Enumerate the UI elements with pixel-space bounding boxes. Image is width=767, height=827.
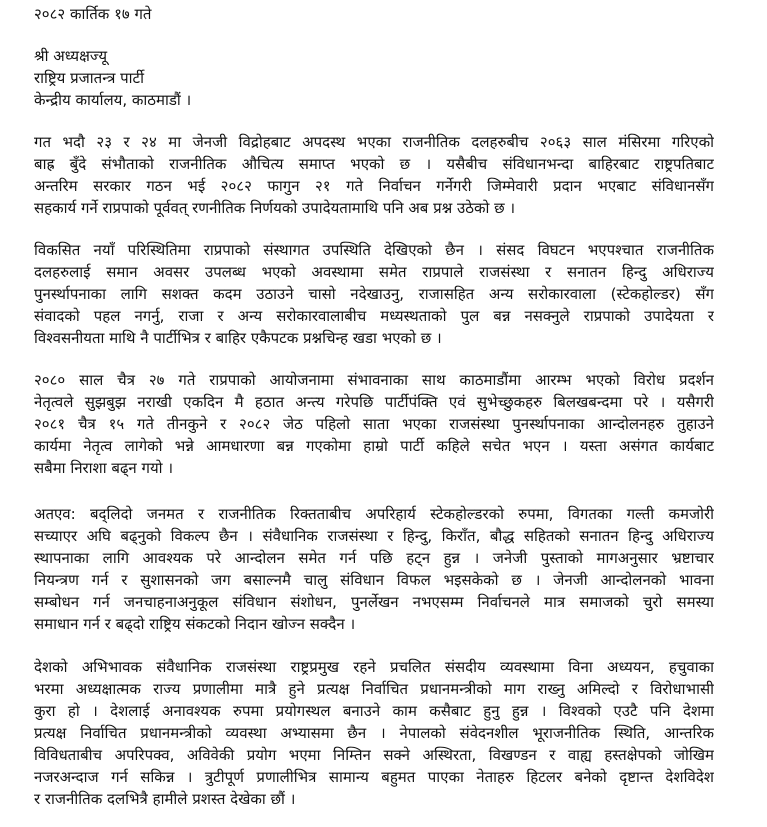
address-line: केन्द्रीय कार्यालय, काठमाडौं । (34, 91, 192, 109)
paragraph-line: गत भदौ २३ र २४ मा जेनजी विद्रोहबाट अपदस्थ भएका राजनीतिक दलहरुबीच २०६३ साल मंसिरमा गरिएको (34, 133, 714, 151)
paragraph-line: र राजनीतिक दलभित्रै हामीले प्रशस्त देखेका छौं । (34, 790, 296, 808)
paragraph-line: सबैमा निराशा बढ्न गयो । (34, 459, 173, 477)
paragraph-line: स्थापनाका लागि आवश्यक परे आन्दोलन समेत गर्न पछि हट्न हुन्न । जनेजी पुस्ताको मागअनुसार भ्रष्टाचार (34, 549, 714, 567)
paragraph-line: कार्यमा नेतृत्व लागेको भन्ने आमधारणा बन्न गएकोमा हाम्रो पार्टी कहिले सचेत भएन । यस्ता असंगत कार्यबाट (34, 437, 714, 455)
paragraph-line: प्रत्यक्ष निर्वाचित प्रधानमन्त्रीको व्यवस्था अभ्यासमा छैन । नेपालको संवेदनशील भूराजनीतिक स्थिति, आन्तरिक (34, 724, 714, 742)
paragraph-line: संवादको पहल नगर्नु, राजा र अन्य सरोकारवालाबीच मध्यस्थताको पुल बन्न नसक्नुले राप्रपाको उपादेयता र (34, 307, 714, 325)
paragraph-line: नजरअन्दाज गर्न सकिन्न । त्रुटीपूर्ण प्रणालीभित्र सामान्य बहुमत पाएका नेताहरु हिटलर बनेको दृष्टान्त देशविदेश (34, 768, 714, 786)
paragraph-line: विश्वसनीयता माथि नै पार्टीभित्र र बाहिर एकैपटक प्रश्नचिन्ह खडा भएको छ । (34, 329, 442, 347)
paragraph-line: पुनर्स्थापनाका लागि सशक्त कदम उठाउने चासो नदेखाउनु, राजासहित अन्य सरोकारवाला (स्टेकहोल्डर) सँग (34, 285, 714, 303)
paragraph-line: देशको अभिभावक संवैधानिक राजसंस्था राष्ट्रप्रमुख रहने प्रचलित संसदीय व्यवस्थामा विना अध्ययन, हचुवाका (34, 658, 714, 676)
paragraph-line: समाधान गर्न र बढ्दो राष्ट्रिय संकटको निदान खोज्न सक्दैन । (34, 615, 356, 633)
paragraph-line: अतएव: बद्लिदो जनमत र राजनीतिक रिक्तताबीच अपरिहार्य स्टेकहोल्डरको रुपमा, विगतका गल्ती कमजोरी (34, 505, 714, 523)
paragraph-line: २०८१ चैत्र १५ गते तीनकुने र २०८२ जेठ पहिलो साता भएका राजसंस्था पुनर्स्थापनाका आन्दोलनहरु तुहाउने (34, 415, 714, 433)
paragraph-line: विकसित नयाँ परिस्थितिमा राप्रपाको संस्थागत उपस्थिति देखिएको छैन । संसद विघटन भएपश्चात राजनीतिक (34, 241, 714, 259)
paragraph-line: दलहरुलाई समान अवसर उपलब्ध भएको अवस्थामा समेत राप्रपाले राजसंस्था र सनातन हिन्दु अधिराज्य (34, 263, 714, 281)
paragraph-line: सच्याएर अघि बढ्नुको विकल्प छैन । संवैधानिक राजसंस्था र हिन्दु, किराँत, बौद्ध सहितको सनातन हिन्दु अधिराज्य (34, 527, 714, 545)
paragraph-line: भरमा अध्यक्षात्मक राज्य प्रणालीमा मात्रै हुने प्रत्यक्ष निर्वाचित प्रधानमन्त्रीको माग राख्नु अमिल्दो र विरोधाभासी (34, 680, 714, 698)
paragraph-line: विविधताबीच अपरिपक्व, अविवेकी प्रयोग भएमा निम्तिन सक्ने अस्थिरता, विखण्डन र वाह्य हस्तक्षेपको जोखिम (34, 746, 714, 764)
address-line: श्री अध्यक्षज्यू (34, 47, 108, 65)
paragraph-line: नियन्त्रण गर्न र सुशासनको जग बसाल्नमै चालु संविधान विफल भइसकेको छ । जेनजी आन्दोलनको भावना (34, 571, 714, 589)
address-line: राष्ट्रिय प्रजातन्त्र पार्टी (34, 69, 145, 87)
letter-date: २०८२ कार्तिक १७ गते (34, 5, 152, 23)
paragraph-line: अन्तरिम सरकार गठन भई २०८२ फागुन २१ गते निर्वाचन गर्नेगरी जिम्मेवारी प्रदान भएबाट संविधानसँग (34, 177, 714, 195)
paragraph-line: सहकार्य गर्ने राप्रपाको पूर्ववत् रणनीतिक निर्णयको उपादेयतामाथि पनि अब प्रश्न उठेको छ । (34, 199, 516, 217)
paragraph-line: कुरा हो । देशलाई अनावश्यक रुपमा प्रयोगस्थल बनाउने काम कसैबाट हुनु हुन्न । विश्वको एउटै पनि देशमा (34, 702, 714, 720)
paragraph-line: बाह्र बुँदे संभौताको राजनीतिक औचित्य समाप्त भएको छ । यसैबीच संविधानभन्दा बाहिरबाट राष्ट्रपतिबाट (34, 155, 714, 173)
paragraph-line: २०८० साल चैत्र २७ गते राप्रपाको आयोजनामा संभावनाका साथ काठमाडौंमा आरम्भ भएको विरोध प्रदर्शन (34, 371, 714, 389)
paragraph-line: सम्बोधन गर्न जनचाहनाअनुकूल संविधान संशोधन, पुनर्लेखन नभएसम्म निर्वाचनले मात्र समाजको चुरो समस्या (34, 593, 714, 611)
paragraph-line: नेतृत्वले सुझबुझ नराखी एकदिन मै हठात अन्त्य गरेपछि पार्टीपंक्ति एवं सुभेच्छुकहरु बिलखबन्दमा परे । यसैगरी (34, 393, 714, 411)
